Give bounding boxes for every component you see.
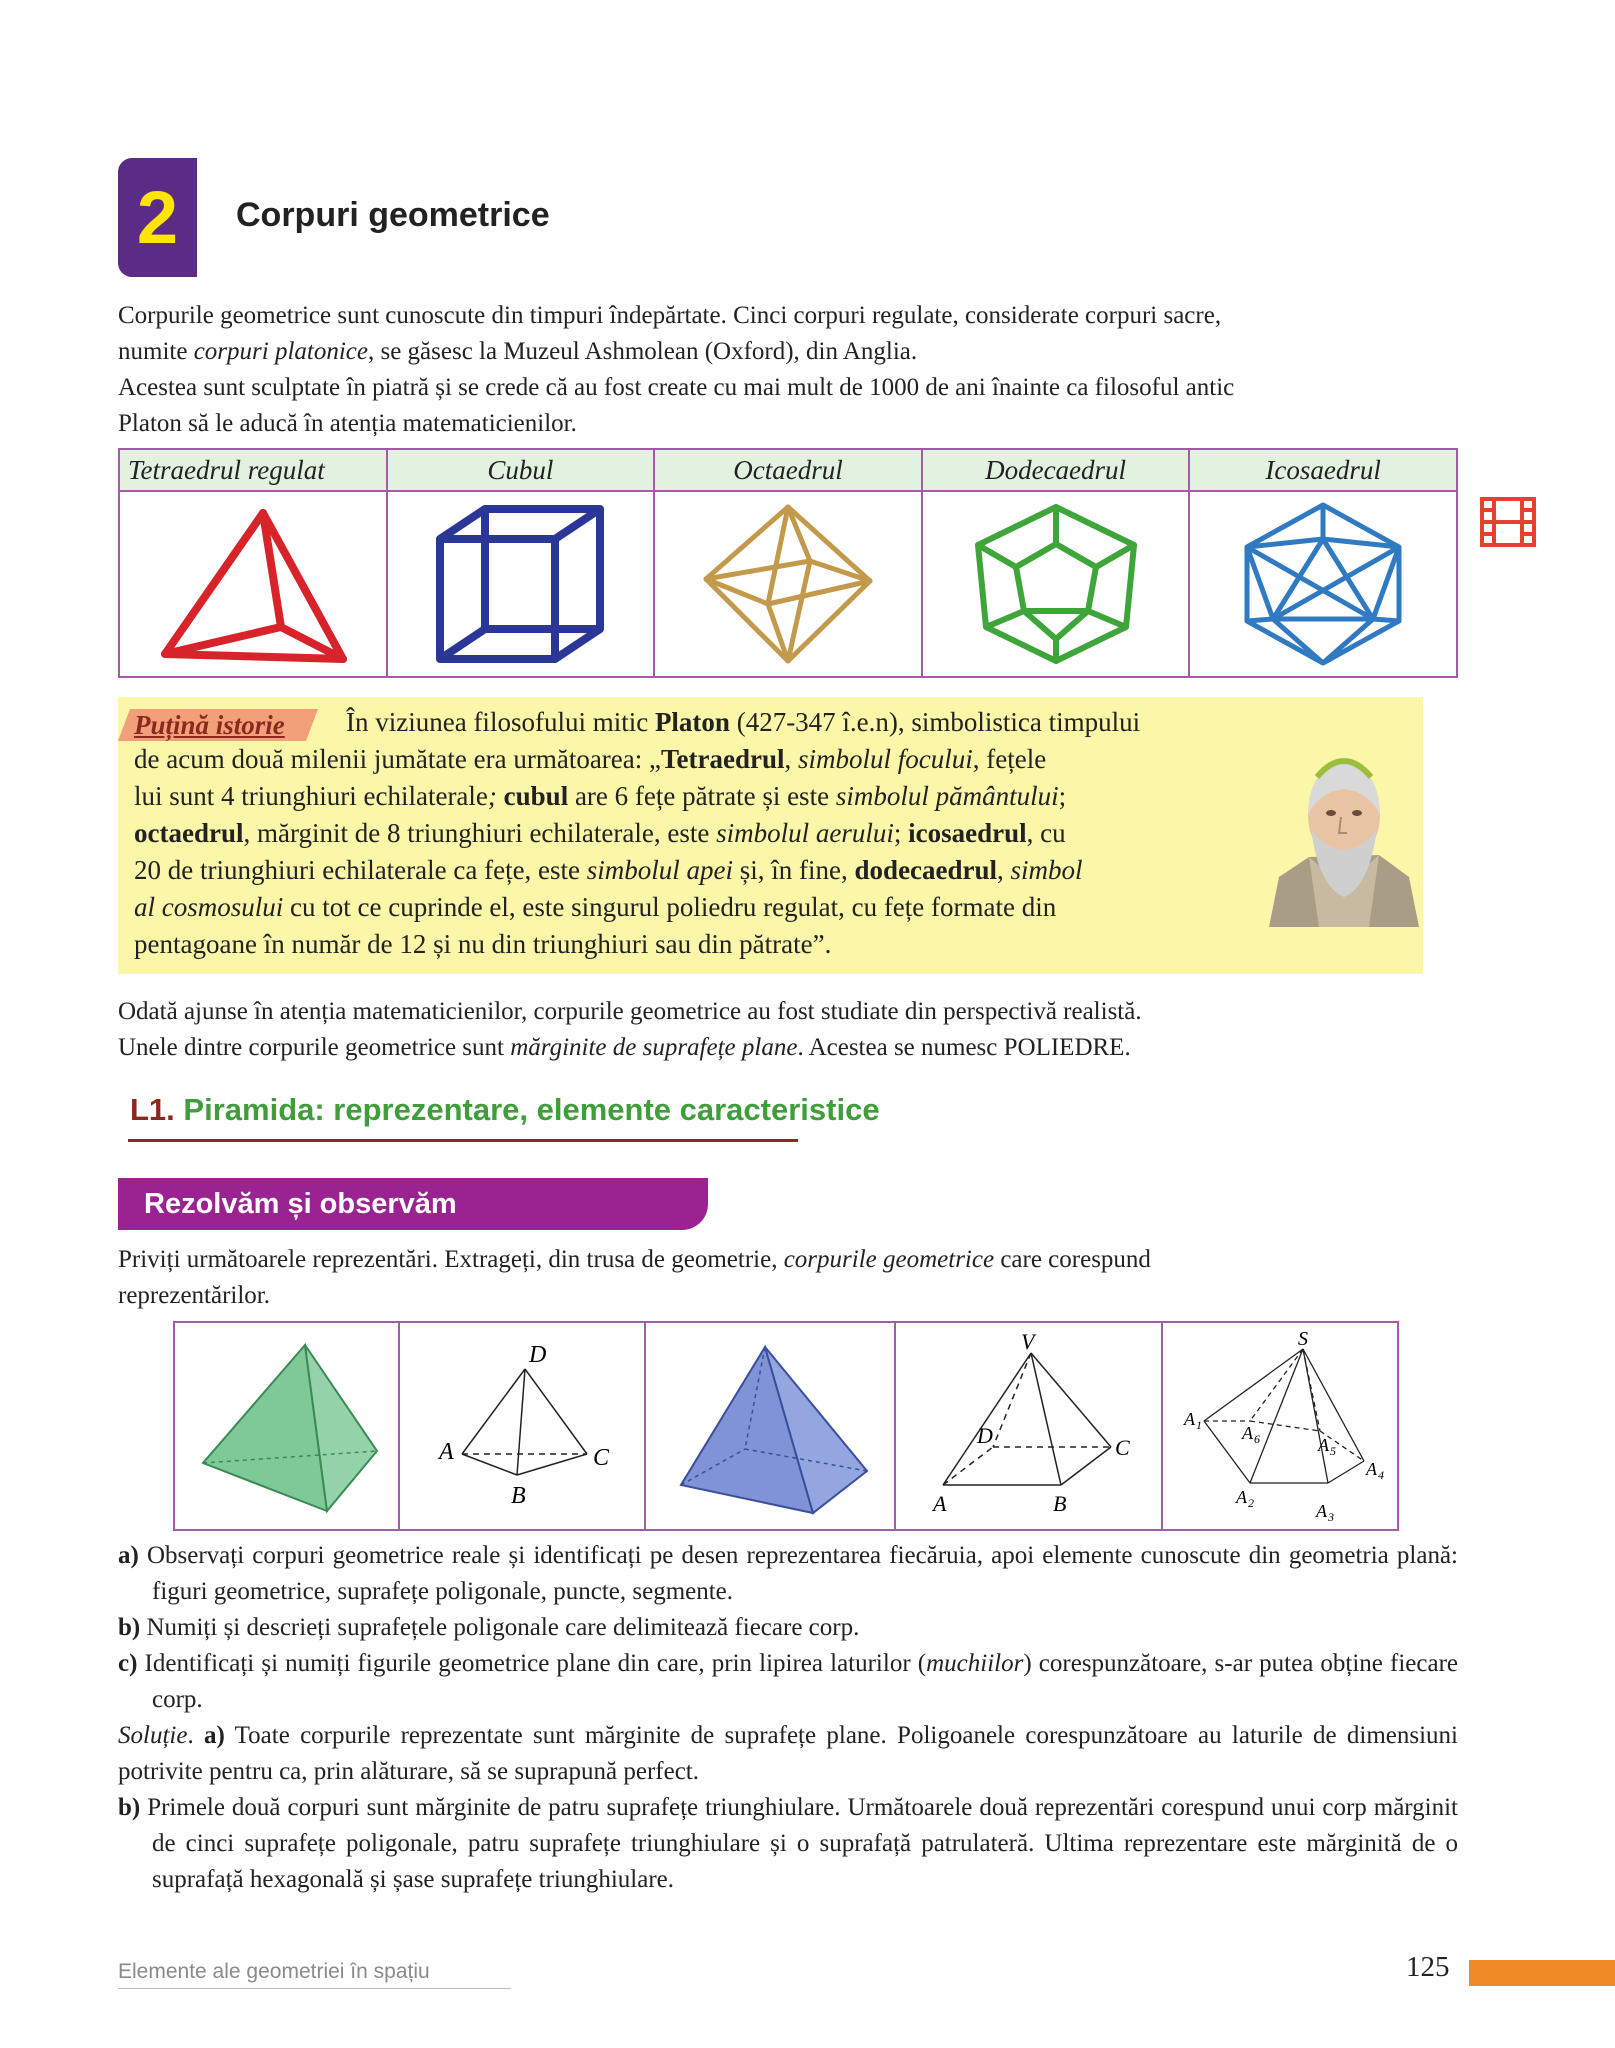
dodecahedron-figure — [956, 499, 1156, 669]
intro-line: numite corpuri platonice, se găsesc la Muzeul Ashmolean (Oxford), din Anglia. — [118, 338, 918, 365]
plato-portrait — [1269, 737, 1419, 932]
vertex-label: 5 — [1330, 1444, 1336, 1458]
vertex-label: C — [1115, 1435, 1130, 1460]
intro-line: Platon să le aducă în atenția matematicienilor. — [118, 410, 577, 437]
solid-column-icosahedron — [1190, 450, 1456, 676]
vertex-label: B — [511, 1483, 526, 1509]
cube-figure — [420, 499, 620, 669]
intro-line: Corpurile geometrice sunt cunoscute din timpuri îndepărtate. Cinci corpuri regulate, considerate corpuri sacre, — [118, 302, 1222, 329]
question-c: c) Identificați și numiți figurile geometrice plane din care, prin lipirea laturilor (muchiilor) corespunzătoare, s-ar putea obține fiecare corp. — [118, 1650, 1459, 1713]
green-tetrahedron-figure — [185, 1331, 390, 1521]
intro-line: Acestea sunt sculptate în piatră și se crede că au fost create cu mai mult de 1000 de ani înainte ca filosoful antic — [118, 374, 1235, 401]
vertex-label: A — [1236, 1487, 1247, 1507]
history-box — [118, 697, 1423, 974]
vertex-label: A — [1184, 1409, 1195, 1429]
lesson-number: L1. — [130, 1092, 175, 1127]
solution-a: Soluție. a) Toate corpurile reprezentate sunt mărginite de suprafețe plane. Poligoanele corespunzătoare au laturile de dimensiuni potrivite pentru ca, prin alăturare, să se suprapună perfect. — [118, 1722, 1459, 1785]
vertex-label: C — [593, 1445, 610, 1471]
intro-paragraph — [118, 298, 1463, 442]
vertex-label: 3 — [1328, 1510, 1334, 1524]
questions-block — [118, 1538, 1458, 1898]
solid-column-octahedron — [655, 450, 923, 676]
quadrilateral-pyramid-figure — [901, 1325, 1156, 1529]
film-icon[interactable] — [1480, 497, 1536, 552]
footer-rule — [118, 1988, 511, 1989]
vertex-label: B — [1053, 1491, 1067, 1516]
vertex-label: A — [1366, 1459, 1377, 1479]
solid-column-cube — [388, 450, 656, 676]
footer-section-title: Elemente ale geometriei în spațiu — [118, 1960, 430, 1983]
solid-column-dodecahedron — [923, 450, 1191, 676]
solid-name: Octaedrul — [655, 450, 921, 492]
question-a: a) Observați corpuri geometrice reale și identificați pe desen reprezentarea fiecăruia, apoi elemente cunoscute din geometria plană: figuri geometrice, suprafețe poligonale, puncte, segmente. — [118, 1542, 1458, 1605]
question-b: b) Numiți și descrieți suprafețele poligonale care delimitează fiecare corp. — [118, 1614, 860, 1641]
vertex-label: 2 — [1248, 1496, 1254, 1510]
history-paragraph: În viziunea filosofului mitic Platon (427-347 î.e.n), simbolistica timpului de acum două milenii jumătate era următoarea: „Tetraedrul, simbolul focului, fețele lui sunt 4 triunghiuri echilaterale; cubul are 6 fețe pătrate și este simbolul pământului; octaedrul, mărginit de 8 triunghiuri echilaterale, este simbolul aerului; icosaedrul, cu 20 de triunghiuri echilaterale ca fețe, este simbolul apei și, în fine, dodecaedrul, simbol al cosmosului cu tot ce cuprinde el, este singurul poliedru regulat, cu fețe formate din pentagoane în număr de 12 și nu din triunghiuri sau din pătrate”. — [134, 707, 1141, 959]
vertex-label: D — [977, 1423, 993, 1448]
hexagonal-pyramid-figure — [1168, 1325, 1396, 1529]
vertex-label: A — [1316, 1501, 1327, 1521]
solid-name: Dodecaedrul — [923, 450, 1189, 492]
task-paragraph: Priviți următoarele reprezentări. Extrageți, din trusa de geometrie, corpurile geometrice care corespund reprezentărilor. — [118, 1246, 1151, 1309]
vertex-label: A — [1318, 1435, 1329, 1455]
solid-name: Cubul — [388, 450, 654, 492]
platonic-solids-table — [118, 448, 1458, 678]
chapter-number: 2 — [136, 176, 179, 259]
lesson-heading — [130, 1092, 880, 1128]
solid-column-tetrahedron — [120, 450, 388, 676]
vertex-label: 1 — [1196, 1418, 1202, 1432]
icosahedron-figure — [1223, 499, 1423, 669]
history-tag-label: Puțină istorie — [134, 710, 285, 740]
lesson-underline — [128, 1139, 798, 1142]
vertex-label: D — [529, 1342, 547, 1368]
pyramid-figures-strip — [173, 1321, 1399, 1531]
solid-name: Tetraedrul regulat — [120, 450, 386, 492]
labeled-tetrahedron-figure — [407, 1327, 637, 1527]
vertex-label: A — [1242, 1423, 1253, 1443]
tetrahedron-figure — [153, 499, 353, 669]
lesson-title: Piramida: reprezentare, elemente caracteristice — [183, 1092, 880, 1127]
chapter-number-badge — [118, 158, 197, 277]
section-banner — [118, 1178, 708, 1230]
page-number: 125 — [1406, 1951, 1450, 1983]
solution-b: b) Primele două corpuri sunt mărginite de patru suprafețe triunghiulare. Următoarele două reprezentări corespund unui corp mărginit de cinci suprafețe poligonale, patru suprafețe triunghiulare și o suprafață patrulateră. Ultima reprezentare este mărginită de o suprafață hexagonală și șase suprafețe triunghiulare. — [118, 1794, 1458, 1893]
vertex-label: A — [933, 1491, 947, 1516]
poliedre-paragraph: Odată ajunse în atenția matematicienilor, corpurile geometrice au fost studiate din perspectivă realistă. Unele dintre corpurile geometrice sunt mărginite de suprafețe plane. Acestea se numesc POLIEDRE. — [118, 998, 1142, 1061]
vertex-label: S — [1298, 1328, 1308, 1350]
chapter-title: Corpuri geometrice — [236, 196, 550, 234]
vertex-label: 4 — [1378, 1468, 1384, 1482]
blue-pyramid-figure — [653, 1331, 888, 1521]
page-bar — [1469, 1960, 1615, 1986]
vertex-label: V — [1021, 1329, 1035, 1354]
vertex-label: A — [439, 1439, 454, 1465]
solid-name: Icosaedrul — [1190, 450, 1456, 492]
vertex-label: 6 — [1254, 1432, 1260, 1446]
octahedron-figure — [688, 499, 888, 669]
section-banner-label: Rezolvăm și observăm — [144, 1188, 457, 1220]
